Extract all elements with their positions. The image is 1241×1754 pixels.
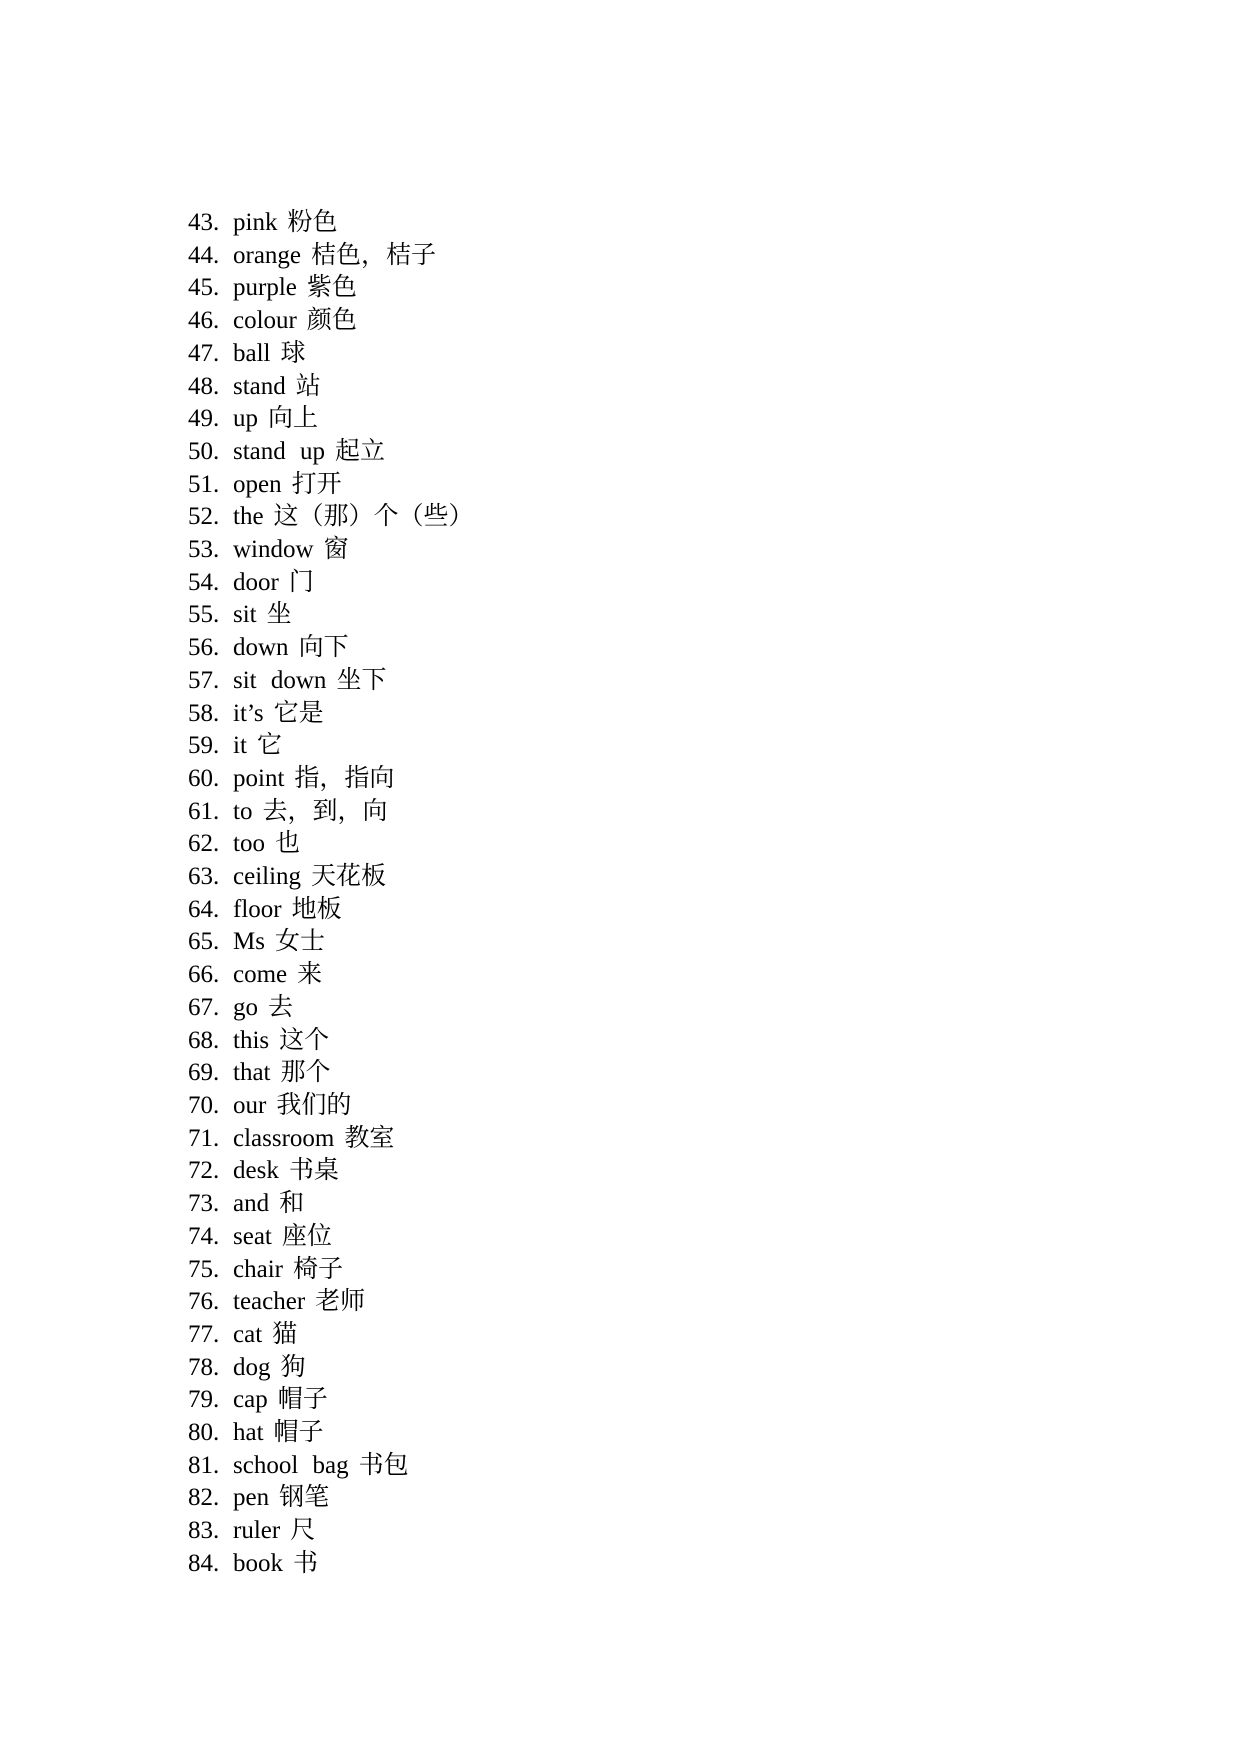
english-word: purple <box>233 274 297 302</box>
item-number: 69. <box>188 1059 220 1087</box>
chinese-translation: 它是 <box>273 699 324 727</box>
chinese-translation: 粉色 <box>287 209 338 236</box>
chinese-translation: 帽子 <box>273 1419 324 1447</box>
vocab-row <box>188 1319 474 1352</box>
chinese-translation: 教室 <box>344 1124 395 1152</box>
vocab-row <box>188 1057 474 1090</box>
english-word: stand up <box>233 437 326 465</box>
chinese-translation: 女士 <box>274 928 325 956</box>
item-number: 72. <box>188 1157 220 1185</box>
item-number: 79. <box>188 1386 220 1414</box>
chinese-translation: 座位 <box>281 1222 332 1250</box>
english-word: chair <box>233 1255 283 1283</box>
english-word: cap <box>233 1386 268 1414</box>
item-number: 80. <box>188 1419 220 1447</box>
vocab-row <box>188 698 474 731</box>
vocab-row <box>188 240 474 273</box>
english-word: seat <box>233 1222 272 1250</box>
chinese-translation: 这（那）个（些） <box>273 503 474 531</box>
vocab-row <box>188 1286 474 1319</box>
vocab-row <box>188 632 474 665</box>
chinese-translation: 书包 <box>358 1451 409 1479</box>
chinese-translation: 这个 <box>279 1026 330 1054</box>
chinese-translation: 站 <box>295 372 321 400</box>
chinese-translation: 书 <box>293 1549 319 1577</box>
item-number: 68. <box>188 1026 220 1054</box>
chinese-translation: 来 <box>297 961 323 989</box>
english-word: our <box>233 1091 267 1119</box>
item-number: 59. <box>188 732 220 760</box>
chinese-translation: 门 <box>288 568 314 596</box>
item-number: 82. <box>188 1484 220 1512</box>
item-number: 56. <box>188 634 220 662</box>
chinese-translation: 向上 <box>268 405 319 433</box>
vocab-row <box>188 1155 474 1188</box>
vocab-row <box>188 828 474 861</box>
item-number: 48. <box>188 372 220 400</box>
english-word: point <box>233 764 285 792</box>
vocab-row <box>188 371 474 404</box>
english-word: stand <box>233 372 286 400</box>
item-number: 43. <box>188 209 220 236</box>
chinese-translation: 书桌 <box>288 1157 339 1185</box>
chinese-translation: 打开 <box>291 470 342 498</box>
chinese-translation: 球 <box>280 339 306 367</box>
chinese-translation: 椅子 <box>292 1255 343 1283</box>
item-number: 53. <box>188 536 220 564</box>
item-number: 75. <box>188 1255 220 1283</box>
vocab-row <box>188 1482 474 1515</box>
vocab-row <box>188 1254 474 1287</box>
chinese-translation: 指，指向 <box>294 764 395 792</box>
item-number: 84. <box>188 1549 220 1577</box>
vocab-row <box>188 1515 474 1548</box>
vocab-list <box>188 207 474 1581</box>
vocab-row <box>188 992 474 1025</box>
english-word: to <box>233 797 253 825</box>
chinese-translation: 起立 <box>335 437 386 465</box>
vocab-row <box>188 1450 474 1483</box>
english-word: book <box>233 1549 283 1577</box>
english-word: too <box>233 830 265 858</box>
chinese-translation: 桔色，桔子 <box>311 241 437 269</box>
vocab-row <box>188 338 474 371</box>
chinese-translation: 去 <box>268 993 294 1021</box>
english-word: open <box>233 470 282 498</box>
item-number: 46. <box>188 307 220 335</box>
english-word: dog <box>233 1353 271 1381</box>
vocab-row <box>188 959 474 992</box>
chinese-translation: 颜色 <box>306 307 357 335</box>
chinese-translation: 也 <box>274 830 300 858</box>
english-word: hat <box>233 1419 264 1447</box>
item-number: 51. <box>188 470 220 498</box>
item-number: 74. <box>188 1222 220 1250</box>
item-number: 44. <box>188 241 220 269</box>
item-number: 62. <box>188 830 220 858</box>
item-number: 81. <box>188 1451 220 1479</box>
item-number: 76. <box>188 1288 220 1316</box>
item-number: 58. <box>188 699 220 727</box>
vocab-row <box>188 894 474 927</box>
item-number: 73. <box>188 1190 220 1218</box>
chinese-translation: 猫 <box>272 1320 298 1348</box>
chinese-translation: 那个 <box>280 1059 331 1087</box>
vocab-row <box>188 796 474 829</box>
english-word: teacher <box>233 1288 306 1316</box>
vocab-row <box>188 1548 474 1581</box>
chinese-translation: 坐 <box>266 601 292 629</box>
english-word: ball <box>233 339 271 367</box>
chinese-translation: 天花板 <box>311 863 387 891</box>
english-word: floor <box>233 895 282 923</box>
vocab-row <box>188 501 474 534</box>
chinese-translation: 狗 <box>280 1353 306 1381</box>
chinese-translation: 窗 <box>323 536 349 564</box>
item-number: 63. <box>188 863 220 891</box>
vocab-row <box>188 1090 474 1123</box>
english-word: sit <box>233 601 257 629</box>
english-word: up <box>233 405 258 433</box>
item-number: 77. <box>188 1320 220 1348</box>
item-number: 66. <box>188 961 220 989</box>
vocab-row <box>188 1384 474 1417</box>
english-word: this <box>233 1026 270 1054</box>
vocab-row <box>188 469 474 502</box>
english-word: classroom <box>233 1124 335 1152</box>
chinese-translation: 帽子 <box>277 1386 328 1414</box>
english-word: ceiling <box>233 863 302 891</box>
vocab-row <box>188 926 474 959</box>
item-number: 47. <box>188 339 220 367</box>
chinese-translation: 尺 <box>290 1517 316 1545</box>
vocab-row <box>188 1025 474 1058</box>
english-word: go <box>233 993 258 1021</box>
english-word: sit down <box>233 666 327 694</box>
item-number: 71. <box>188 1124 220 1152</box>
english-word: door <box>233 568 279 596</box>
item-number: 52. <box>188 503 220 531</box>
english-word: Ms <box>233 928 265 956</box>
vocab-row <box>188 207 474 240</box>
english-word: come <box>233 961 288 989</box>
vocab-row <box>188 272 474 305</box>
item-number: 70. <box>188 1091 220 1119</box>
vocab-row <box>188 305 474 338</box>
item-number: 67. <box>188 993 220 1021</box>
english-word: the <box>233 503 264 531</box>
item-number: 55. <box>188 601 220 629</box>
vocab-row <box>188 534 474 567</box>
item-number: 61. <box>188 797 220 825</box>
english-word: and <box>233 1190 270 1218</box>
chinese-translation: 它 <box>256 732 282 760</box>
english-word: it’s <box>233 699 264 727</box>
vocab-row <box>188 1221 474 1254</box>
item-number: 57. <box>188 666 220 694</box>
english-word: pink <box>233 209 278 236</box>
vocab-row <box>188 599 474 632</box>
chinese-translation: 我们的 <box>276 1091 352 1119</box>
vocab-row <box>188 861 474 894</box>
chinese-translation: 地板 <box>291 895 342 923</box>
english-word: desk <box>233 1157 279 1185</box>
item-number: 54. <box>188 568 220 596</box>
english-word: school bag <box>233 1451 349 1479</box>
english-word: that <box>233 1059 271 1087</box>
item-number: 60. <box>188 764 220 792</box>
vocab-row <box>188 1352 474 1385</box>
item-number: 45. <box>188 274 220 302</box>
vocab-row <box>188 567 474 600</box>
chinese-translation: 紫色 <box>306 274 357 302</box>
item-number: 49. <box>188 405 220 433</box>
english-word: pen <box>233 1484 270 1512</box>
chinese-translation: 和 <box>279 1190 305 1218</box>
english-word: down <box>233 634 289 662</box>
item-number: 64. <box>188 895 220 923</box>
vocab-row <box>188 763 474 796</box>
chinese-translation: 钢笔 <box>279 1484 330 1512</box>
english-word: cat <box>233 1320 263 1348</box>
vocab-row <box>188 665 474 698</box>
chinese-translation: 老师 <box>315 1288 366 1316</box>
vocab-row <box>188 403 474 436</box>
english-word: orange <box>233 241 302 269</box>
item-number: 50. <box>188 437 220 465</box>
vocab-row <box>188 730 474 763</box>
item-number: 83. <box>188 1517 220 1545</box>
english-word: ruler <box>233 1517 281 1545</box>
chinese-translation: 向下 <box>298 634 349 662</box>
chinese-translation: 去，到，向 <box>262 797 388 825</box>
item-number: 65. <box>188 928 220 956</box>
vocab-row <box>188 1123 474 1156</box>
vocab-row <box>188 436 474 469</box>
english-word: colour <box>233 307 297 335</box>
item-number: 78. <box>188 1353 220 1381</box>
vocab-row <box>188 1417 474 1450</box>
chinese-translation: 坐下 <box>336 666 387 694</box>
vocab-row <box>188 1188 474 1221</box>
english-word: it <box>233 732 247 760</box>
english-word: window <box>233 536 314 564</box>
